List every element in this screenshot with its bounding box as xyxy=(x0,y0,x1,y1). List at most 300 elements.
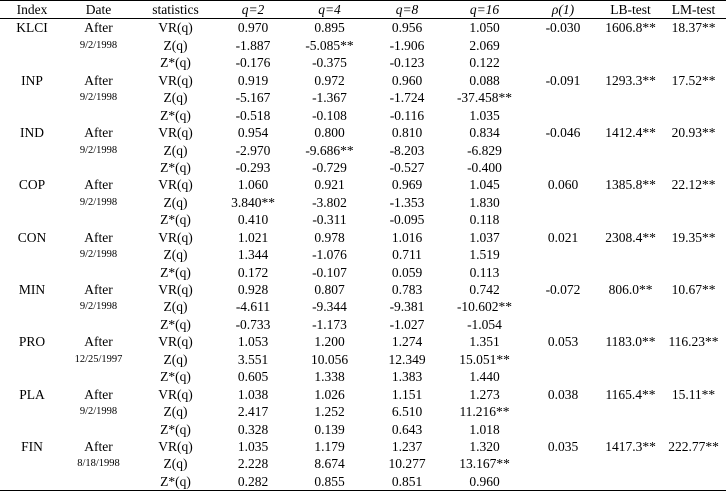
value-q8: -1.906 xyxy=(389,37,425,53)
lm-test-value xyxy=(661,264,726,281)
statistic-label: Z*(q) xyxy=(160,107,191,123)
statistic-label: Z*(q) xyxy=(160,55,191,71)
statistic-label: Z*(q) xyxy=(160,421,191,437)
lm-test-value: 222.77** xyxy=(668,438,719,454)
rho-value xyxy=(526,54,600,71)
table-row xyxy=(0,72,726,89)
value-q16: 2.069 xyxy=(469,37,500,53)
value-q4: 1.200 xyxy=(314,334,345,350)
value-q8: 0.969 xyxy=(391,177,423,193)
rho-value xyxy=(526,264,600,281)
rho-value xyxy=(526,159,600,176)
rho-value: 0.021 xyxy=(547,229,579,245)
index-cell: CON xyxy=(17,229,47,245)
value-q4: 0.800 xyxy=(314,125,345,141)
value-q16: 0.742 xyxy=(469,282,500,297)
lb-test-value xyxy=(600,473,661,491)
lm-test-value xyxy=(661,298,726,315)
value-q16: 1.045 xyxy=(469,177,500,193)
index-cell xyxy=(0,54,64,71)
rho-value xyxy=(526,455,600,472)
table-row xyxy=(0,89,726,106)
lb-test-value xyxy=(600,264,661,281)
rho-value: -0.091 xyxy=(545,72,581,88)
index-cell xyxy=(0,298,64,315)
lb-test-value xyxy=(600,351,661,368)
date-cell xyxy=(64,54,133,71)
value-q16: -10.602** xyxy=(456,299,513,315)
lm-test-value xyxy=(661,142,726,159)
lb-test-value xyxy=(600,298,661,315)
table-row xyxy=(0,316,726,333)
value-q8: 12.349 xyxy=(388,351,426,367)
rho-value xyxy=(526,194,600,211)
index-cell xyxy=(0,142,64,159)
lb-test-value xyxy=(600,316,661,333)
index-cell xyxy=(0,351,64,368)
lb-test-value: 1165.4** xyxy=(605,386,656,402)
value-q4: -5.085** xyxy=(305,37,354,53)
index-cell xyxy=(0,421,64,438)
index-cell xyxy=(0,473,64,491)
value-q16: 1.037 xyxy=(469,229,500,245)
value-q2: 1.053 xyxy=(237,334,269,350)
table-row xyxy=(0,54,726,71)
statistic-label: Z*(q) xyxy=(160,316,191,332)
value-q4: -0.375 xyxy=(312,55,347,71)
lm-test-value xyxy=(661,403,726,420)
header-index: Index xyxy=(0,1,64,19)
lb-test-value: 1417.3** xyxy=(605,438,656,454)
value-q4: 8.674 xyxy=(314,456,345,472)
value-q4: 0.978 xyxy=(314,229,345,245)
date-cell: After xyxy=(84,334,113,350)
table-row xyxy=(0,351,726,368)
rho-value xyxy=(526,246,600,263)
lb-test-value xyxy=(600,211,661,228)
index-cell: PRO xyxy=(18,334,46,350)
date-cell: After xyxy=(84,125,113,141)
value-q16: 1.035 xyxy=(469,107,500,123)
value-q16: 0.113 xyxy=(469,264,500,280)
value-q8: 0.059 xyxy=(391,264,423,280)
index-cell: KLCI xyxy=(16,20,48,36)
value-q2: 1.021 xyxy=(237,229,269,245)
value-q16: 1.440 xyxy=(469,369,500,385)
header-q4: q=4 xyxy=(288,1,371,19)
value-q8: 1.237 xyxy=(391,438,423,454)
value-q16: 0.088 xyxy=(469,72,500,88)
header-date: Date xyxy=(64,1,133,19)
value-q4: -0.108 xyxy=(312,107,347,123)
value-q16: -37.458** xyxy=(456,90,513,106)
value-q16: -1.054 xyxy=(467,316,502,332)
lb-test-value xyxy=(600,403,661,420)
table-row xyxy=(0,281,726,298)
index-cell xyxy=(0,211,64,228)
index-cell xyxy=(0,368,64,385)
lm-test-value: 19.35** xyxy=(671,229,716,245)
index-cell xyxy=(0,246,64,263)
table-row xyxy=(0,438,726,455)
statistic-label: VR(q) xyxy=(158,386,193,402)
value-q8: -8.203 xyxy=(389,142,425,158)
value-q8: 1.274 xyxy=(391,334,423,350)
value-q16: 1.830 xyxy=(469,194,500,210)
statistic-label: Z*(q) xyxy=(160,264,191,280)
value-q4: 1.338 xyxy=(314,369,345,385)
index-cell xyxy=(0,89,64,106)
value-q2: 0.605 xyxy=(237,369,269,385)
value-q4: 0.855 xyxy=(288,473,371,491)
date-cell: 9/2/1998 xyxy=(79,406,118,418)
table-row xyxy=(0,403,726,420)
lm-test-value xyxy=(661,368,726,385)
statistic-label: VR(q) xyxy=(158,334,193,350)
value-q2: 3.551 xyxy=(237,351,269,367)
lm-test-value xyxy=(661,54,726,71)
table-row xyxy=(0,386,726,403)
value-q8: 6.510 xyxy=(391,404,423,420)
lm-test-value xyxy=(661,316,726,333)
lb-test-value xyxy=(600,455,661,472)
value-q8: 1.151 xyxy=(391,386,423,402)
value-q8: 1.383 xyxy=(391,369,423,385)
index-cell xyxy=(0,455,64,472)
value-q2: -0.176 xyxy=(235,55,271,71)
statistic-label: VR(q) xyxy=(158,20,193,36)
lm-test-value: 17.52** xyxy=(671,72,716,88)
value-q8: 0.783 xyxy=(391,282,423,297)
rho-value xyxy=(526,89,600,106)
value-q8: -1.724 xyxy=(389,90,425,106)
value-q8: 0.810 xyxy=(391,125,423,141)
table-row xyxy=(0,194,726,211)
statistic-label: Z*(q) xyxy=(160,212,191,228)
value-q8: 0.711 xyxy=(392,247,422,263)
date-cell: After xyxy=(84,177,113,193)
value-q2: 1.344 xyxy=(237,247,269,263)
rho-value xyxy=(526,37,600,54)
value-q4: -9.686** xyxy=(305,142,354,158)
value-q2: 0.928 xyxy=(237,282,269,297)
rho-value xyxy=(526,298,600,315)
header-lb-test: LB-test xyxy=(600,1,661,19)
value-q2: 1.035 xyxy=(237,438,269,454)
table-row xyxy=(0,246,726,263)
rho-value xyxy=(526,421,600,438)
header-q16: q=16 xyxy=(443,1,526,19)
index-cell: MIN xyxy=(18,282,46,297)
table-row xyxy=(0,211,726,228)
lm-test-value xyxy=(661,107,726,124)
value-q4: 0.895 xyxy=(314,20,345,36)
rho-value: -0.072 xyxy=(545,282,581,297)
statistic-label: VR(q) xyxy=(158,125,193,141)
lb-test-value xyxy=(600,368,661,385)
table-row xyxy=(0,159,726,176)
statistic-label: Z(q) xyxy=(163,404,188,420)
lm-test-value xyxy=(661,194,726,211)
index-cell xyxy=(0,403,64,420)
value-q8: -1.027 xyxy=(389,316,425,332)
index-cell xyxy=(0,264,64,281)
value-q16: 0.118 xyxy=(469,212,500,228)
lb-test-value xyxy=(600,159,661,176)
table-row xyxy=(0,473,726,491)
index-cell: INP xyxy=(21,72,43,88)
value-q8: 10.277 xyxy=(388,456,426,472)
rho-value xyxy=(526,368,600,385)
table-row xyxy=(0,421,726,438)
lb-test-value: 806.0** xyxy=(608,282,653,297)
rho-value: -0.046 xyxy=(545,125,581,141)
lm-test-value: 15.11** xyxy=(671,386,716,402)
index-cell xyxy=(0,194,64,211)
value-q4: -1.367 xyxy=(312,90,347,106)
lm-test-value xyxy=(661,211,726,228)
value-q2: -0.293 xyxy=(235,159,271,175)
value-q2: 2.417 xyxy=(237,404,269,420)
value-q8: -0.095 xyxy=(389,212,425,228)
value-q4: 0.921 xyxy=(314,177,345,193)
statistic-label: Z*(q) xyxy=(133,473,218,491)
value-q2: -1.887 xyxy=(235,37,271,53)
value-q8: 0.643 xyxy=(391,421,423,437)
value-q4: -0.107 xyxy=(312,264,347,280)
table-row xyxy=(0,264,726,281)
date-cell xyxy=(64,316,133,333)
date-cell xyxy=(64,368,133,385)
statistic-label: Z(q) xyxy=(163,351,188,367)
lm-test-value xyxy=(661,351,726,368)
lb-test-value xyxy=(600,107,661,124)
index-cell: FIN xyxy=(21,438,43,454)
value-q2: -0.518 xyxy=(235,107,271,123)
table-row xyxy=(0,368,726,385)
date-cell: 9/2/1998 xyxy=(79,196,118,208)
rho-value: -0.030 xyxy=(545,20,581,36)
date-cell xyxy=(64,473,133,491)
statistic-label: Z(q) xyxy=(163,247,188,263)
value-q16: 1.273 xyxy=(469,386,500,402)
rho-value xyxy=(526,316,600,333)
value-q2: -0.733 xyxy=(235,316,271,332)
value-q2: 0.954 xyxy=(237,125,269,141)
header-rho: ρ(1) xyxy=(526,1,600,19)
value-q16: 13.167** xyxy=(459,456,510,472)
value-q8: 1.016 xyxy=(391,229,423,245)
date-cell: 9/2/1998 xyxy=(79,92,118,104)
lm-test-value: 20.93** xyxy=(671,125,716,141)
statistic-label: Z(q) xyxy=(163,456,188,472)
value-q8: -9.381 xyxy=(389,299,425,315)
lb-test-value xyxy=(600,89,661,106)
lm-test-value xyxy=(661,421,726,438)
value-q2: 1.038 xyxy=(237,386,269,402)
value-q2: 0.410 xyxy=(237,212,269,228)
date-cell: After xyxy=(84,386,113,402)
value-q16: 11.216** xyxy=(459,404,510,420)
table-row xyxy=(0,455,726,472)
value-q8: 0.851 xyxy=(371,473,443,491)
statistic-label: Z(q) xyxy=(163,37,188,53)
lm-test-value xyxy=(661,37,726,54)
date-cell xyxy=(64,264,133,281)
lb-test-value: 1293.3** xyxy=(605,72,656,88)
value-q2: 2.228 xyxy=(237,456,269,472)
rho-value: 0.053 xyxy=(547,334,579,350)
value-q4: 0.972 xyxy=(314,72,345,88)
value-q16: 0.960 xyxy=(443,473,526,491)
value-q16: -0.400 xyxy=(467,159,502,175)
index-cell xyxy=(0,37,64,54)
value-q4: 1.179 xyxy=(314,438,345,454)
value-q8: 0.960 xyxy=(391,72,423,88)
table-body xyxy=(0,19,726,491)
lb-test-value xyxy=(600,142,661,159)
statistic-label: Z(q) xyxy=(163,194,188,210)
table-row xyxy=(0,298,726,315)
value-q4: 10.056 xyxy=(310,351,349,367)
statistic-label: VR(q) xyxy=(158,438,193,454)
date-cell xyxy=(64,159,133,176)
value-q2: 3.840** xyxy=(231,194,275,210)
value-q2: 0.328 xyxy=(237,421,269,437)
value-q4: 1.026 xyxy=(314,386,345,402)
rho-value xyxy=(526,473,600,491)
lb-test-value: 2308.4** xyxy=(605,229,656,245)
header-statistics: statistics xyxy=(133,1,218,19)
lb-test-value: 1183.0** xyxy=(605,334,656,350)
statistic-label: Z(q) xyxy=(163,90,188,106)
value-q2: 0.919 xyxy=(237,72,269,88)
value-q4: 1.252 xyxy=(314,404,345,420)
value-q8: -0.123 xyxy=(389,55,425,71)
index-cell xyxy=(0,159,64,176)
rho-value xyxy=(526,107,600,124)
rho-value xyxy=(526,403,600,420)
value-q8: -0.527 xyxy=(389,159,425,175)
value-q2: 1.060 xyxy=(237,177,269,193)
value-q16: 1.018 xyxy=(469,421,500,437)
value-q4: -0.311 xyxy=(312,212,347,228)
value-q4: 0.139 xyxy=(314,421,345,437)
index-cell: PLA xyxy=(19,386,45,402)
table-row xyxy=(0,124,726,141)
value-q16: 1.320 xyxy=(469,438,500,454)
date-cell xyxy=(64,421,133,438)
lb-test-value xyxy=(600,194,661,211)
value-q4: -0.729 xyxy=(312,159,347,175)
lm-test-value: 22.12** xyxy=(671,177,716,193)
lb-test-value xyxy=(600,37,661,54)
date-cell: 9/2/1998 xyxy=(79,39,118,51)
header-q2: q=2 xyxy=(218,1,288,19)
table-row xyxy=(0,19,726,37)
lm-test-value: 18.37** xyxy=(671,20,716,36)
value-q16: 15.051** xyxy=(459,351,510,367)
value-q2: -4.611 xyxy=(235,299,271,315)
statistic-label: Z(q) xyxy=(163,142,188,158)
lb-test-value xyxy=(600,54,661,71)
lm-test-value xyxy=(661,246,726,263)
value-q4: 0.807 xyxy=(314,282,345,297)
table-row xyxy=(0,37,726,54)
value-q2: -5.167 xyxy=(235,90,271,106)
statistic-label: Z*(q) xyxy=(160,369,191,385)
index-cell xyxy=(0,107,64,124)
value-q8: 0.956 xyxy=(391,20,423,36)
date-cell: After xyxy=(84,229,113,245)
date-cell: 9/2/1998 xyxy=(79,301,118,313)
statistic-label: VR(q) xyxy=(158,177,193,193)
lb-test-value: 1606.8** xyxy=(605,20,656,36)
rho-value: 0.060 xyxy=(547,177,579,193)
statistic-label: Z*(q) xyxy=(160,159,191,175)
date-cell: After xyxy=(84,20,113,36)
lm-test-value: 116.23** xyxy=(668,334,719,350)
table-row xyxy=(0,229,726,246)
lb-test-value: 1385.8** xyxy=(605,177,656,193)
header-lm-test: LM-test xyxy=(661,1,726,19)
value-q4: -9.344 xyxy=(312,299,347,315)
value-q8: -1.353 xyxy=(389,194,425,210)
date-cell xyxy=(64,211,133,228)
value-q16: 0.834 xyxy=(469,125,500,141)
lm-test-value xyxy=(661,455,726,472)
date-cell: 9/2/1998 xyxy=(79,144,118,156)
value-q2: 0.282 xyxy=(218,473,288,491)
lm-test-value xyxy=(661,89,726,106)
statistic-label: Z(q) xyxy=(163,299,188,315)
value-q4: -1.076 xyxy=(312,247,347,263)
table-row xyxy=(0,107,726,124)
lm-test-value xyxy=(661,159,726,176)
statistic-label: VR(q) xyxy=(158,282,193,297)
lb-test-value xyxy=(600,246,661,263)
lm-test-value: 10.67** xyxy=(671,282,716,297)
table-header xyxy=(0,1,726,19)
value-q16: 0.122 xyxy=(469,55,500,71)
value-q4: -1.173 xyxy=(312,316,347,332)
value-q4: -3.802 xyxy=(312,194,347,210)
value-q16: -6.829 xyxy=(467,142,502,158)
rho-value: 0.035 xyxy=(547,438,579,454)
table-row xyxy=(0,142,726,159)
lb-test-value xyxy=(600,421,661,438)
statistic-label: VR(q) xyxy=(158,72,193,88)
date-cell: After xyxy=(84,438,113,454)
value-q2: 0.172 xyxy=(237,264,269,280)
value-q2: -2.970 xyxy=(235,142,271,158)
date-cell: After xyxy=(84,282,113,297)
date-cell: After xyxy=(84,72,113,88)
date-cell: 9/2/1998 xyxy=(79,249,118,261)
lm-test-value xyxy=(661,473,726,491)
index-cell: COP xyxy=(18,177,46,193)
rho-value xyxy=(526,142,600,159)
value-q2: 0.970 xyxy=(237,20,269,36)
value-q16: 1.351 xyxy=(469,334,500,350)
date-cell: 12/25/1997 xyxy=(74,353,123,365)
rho-value: 0.038 xyxy=(547,386,579,402)
value-q16: 1.519 xyxy=(469,247,500,263)
value-q16: 1.050 xyxy=(469,20,500,36)
date-cell: 8/18/1998 xyxy=(77,458,120,470)
date-cell xyxy=(64,107,133,124)
index-cell xyxy=(0,316,64,333)
